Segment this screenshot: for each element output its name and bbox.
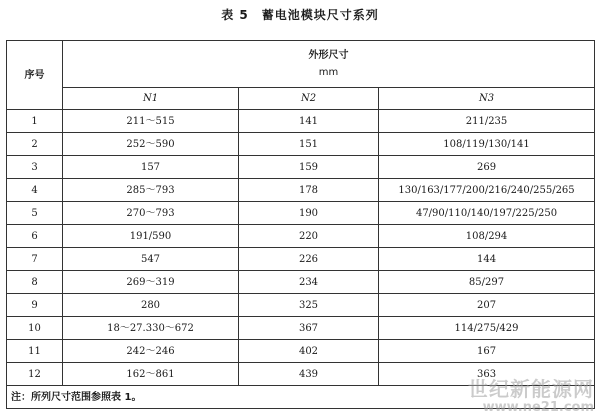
header-outer-label: 外形尺寸 (308, 50, 349, 61)
cell-seq: 8 (7, 271, 63, 294)
cell-n3: 114/275/429 (379, 317, 595, 340)
table-note: 注：所列尺寸范围参照表 1。 (7, 386, 595, 409)
cell-n2: 234 (239, 271, 379, 294)
cell-n2: 178 (239, 179, 379, 202)
cell-seq: 4 (7, 179, 63, 202)
cell-n3: 211/235 (379, 110, 595, 133)
table-row (7, 317, 595, 340)
cell-n1: 269～319 (63, 271, 239, 294)
cell-n1: 285～793 (63, 179, 239, 202)
cell-n3: 108/294 (379, 225, 595, 248)
cell-n3: 167 (379, 340, 595, 363)
watermark-text: 世纪新能源网 (468, 377, 594, 401)
table-row (7, 271, 595, 294)
table-row (7, 202, 595, 225)
cell-n3: 130/163/177/200/216/240/255/265 (379, 179, 595, 202)
header-n2: N2 (239, 88, 379, 110)
table-row (7, 133, 595, 156)
cell-n3: 144 (379, 248, 595, 271)
cell-n3: 363 (379, 363, 595, 386)
cell-n2: 220 (239, 225, 379, 248)
cell-seq: 12 (7, 363, 63, 386)
table-row (7, 294, 595, 317)
cell-n2: 439 (239, 363, 379, 386)
battery-module-size-table (6, 40, 595, 409)
table-row (7, 156, 595, 179)
cell-n2: 151 (239, 133, 379, 156)
cell-n3: 85/297 (379, 271, 595, 294)
cell-n1: 162～861 (63, 363, 239, 386)
header-seq: 序号 (7, 41, 63, 110)
header-n1: N1 (63, 88, 239, 110)
cell-n2: 141 (239, 110, 379, 133)
cell-n2: 190 (239, 202, 379, 225)
cell-n1: 280 (63, 294, 239, 317)
watermark-url: www.ne21.com (482, 400, 594, 415)
cell-seq: 1 (7, 110, 63, 133)
cell-n3: 207 (379, 294, 595, 317)
cell-n1: 242～246 (63, 340, 239, 363)
cell-seq: 6 (7, 225, 63, 248)
table-row (7, 225, 595, 248)
cell-n1: 270～793 (63, 202, 239, 225)
cell-n2: 325 (239, 294, 379, 317)
cell-seq: 3 (7, 156, 63, 179)
cell-n2: 159 (239, 156, 379, 179)
table-title: 表 5 蓄电池模块尺寸系列 (221, 8, 379, 22)
table-row (7, 110, 595, 133)
cell-n3: 47/90/110/140/197/225/250 (379, 202, 595, 225)
cell-seq: 2 (7, 133, 63, 156)
cell-n2: 226 (239, 248, 379, 271)
cell-n1: 191/590 (63, 225, 239, 248)
cell-seq: 9 (7, 294, 63, 317)
header-unit: mm (318, 67, 339, 78)
table-row (7, 340, 595, 363)
table-row (7, 179, 595, 202)
cell-n3: 108/119/130/141 (379, 133, 595, 156)
header-outer-dimensions (63, 41, 595, 88)
cell-seq: 10 (7, 317, 63, 340)
cell-n1: 211～515 (63, 110, 239, 133)
cell-n2: 402 (239, 340, 379, 363)
header-n3: N3 (379, 88, 595, 110)
table-row (7, 248, 595, 271)
cell-n1: 252～590 (63, 133, 239, 156)
cell-n1: 18～27.330～672 (63, 317, 239, 340)
cell-seq: 7 (7, 248, 63, 271)
cell-n1: 157 (63, 156, 239, 179)
cell-seq: 5 (7, 202, 63, 225)
cell-n2: 367 (239, 317, 379, 340)
cell-seq: 11 (7, 340, 63, 363)
cell-n1: 547 (63, 248, 239, 271)
watermark (468, 373, 594, 415)
cell-n3: 269 (379, 156, 595, 179)
